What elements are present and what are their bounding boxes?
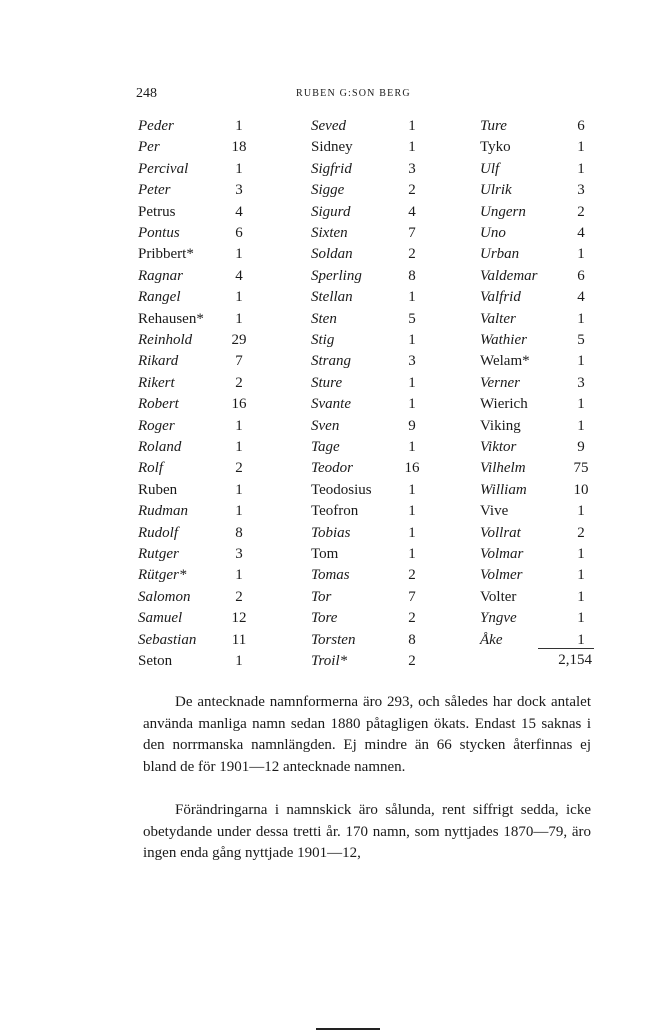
name-cell: Viktor: [480, 439, 517, 455]
running-head: RUBEN G:SON BERG: [296, 88, 411, 99]
name-cell: Volmar: [480, 546, 524, 562]
count-cell: 2: [235, 460, 243, 477]
count-cell: 1: [408, 396, 416, 413]
count-cell: 1: [408, 524, 416, 541]
count-cell: 6: [235, 225, 243, 241]
count-cell: 7: [408, 225, 416, 241]
body-paragraph-2: Förändringarna i namnskick äro sålunda, rent siffrigt sedda, icke obetydande under dessa tretti år. 170 namn, som nyttjades 1870—79, äro ingen enda gång nyttjade 1901—12,: [143, 802, 591, 862]
table-row: [0, 501, 672, 522]
name-cell: Sperling: [311, 267, 362, 284]
name-cell: Roland: [138, 439, 182, 455]
count-cell: 16: [404, 460, 420, 477]
name-cell: Sigge: [311, 182, 345, 199]
name-cell: Torsten: [311, 631, 356, 648]
count-cell: 1: [577, 160, 585, 177]
count-cell: 3: [408, 353, 416, 370]
name-cell: Tore: [311, 610, 338, 627]
count-cell: 1: [235, 310, 243, 327]
table-row: [0, 116, 672, 137]
name-cell: Sigurd: [311, 203, 351, 220]
count-cell: 1: [235, 118, 243, 134]
name-cell: Urban: [480, 246, 520, 263]
name-cell: Rikard: [138, 353, 179, 370]
name-cell: Seton: [138, 653, 173, 669]
table-row: [0, 394, 672, 415]
name-cell: Reinhold: [138, 332, 193, 348]
name-cell: Peder: [138, 118, 174, 134]
table-row: [0, 351, 672, 372]
name-cell: Rutger: [138, 546, 179, 562]
name-cell: Sidney: [311, 139, 353, 156]
count-cell: 1: [577, 610, 585, 627]
table-row: [0, 244, 672, 265]
table-row: [0, 137, 672, 158]
name-cell: Wierich: [480, 396, 528, 413]
name-cell: Valter: [480, 310, 516, 327]
name-cell: Tor: [311, 588, 332, 605]
count-cell: 1: [577, 546, 585, 562]
count-cell: 1: [235, 246, 243, 263]
table-total: 2,154: [558, 652, 592, 668]
name-cell: Ulf: [480, 160, 500, 177]
name-cell: Soldan: [311, 246, 353, 263]
count-cell: 18: [231, 139, 247, 156]
body-paragraph-1: De antecknade namnformerna äro 293, och således har dock antalet använda manliga namn sedan 1880 påtagligen ökats. Endast 15 saknas i den norrmanska namnlängden. Ej mindre än 66 stycken återfinnas ej bland de för 1901—12 antecknade namnen.: [143, 694, 591, 775]
name-cell: Strang: [311, 353, 352, 370]
table-row: [0, 544, 672, 565]
name-cell: Viking: [480, 417, 521, 434]
name-cell: Peter: [138, 182, 171, 199]
name-cell: Ungern: [480, 203, 526, 220]
table-row: [0, 330, 672, 351]
count-cell: 2: [408, 610, 416, 627]
count-cell: 1: [235, 481, 243, 498]
count-cell: 1: [235, 289, 243, 306]
name-cell: Sture: [311, 374, 343, 391]
count-cell: 1: [235, 653, 243, 669]
name-cell: Robert: [138, 396, 179, 413]
name-cell: Ragnar: [138, 267, 183, 284]
name-cell: Åke: [480, 631, 503, 648]
table-row: [0, 287, 672, 308]
count-cell: 1: [235, 503, 243, 520]
name-cell: Rolf: [138, 460, 163, 477]
count-cell: 1: [577, 353, 585, 370]
name-cell: Rikert: [138, 374, 175, 391]
count-cell: 1: [577, 567, 585, 584]
name-cell: William: [480, 481, 527, 498]
table-row: [0, 608, 672, 629]
name-cell: Seved: [311, 118, 346, 134]
count-cell: 1: [577, 139, 585, 156]
count-cell: 7: [408, 588, 416, 605]
count-cell: 6: [577, 267, 585, 284]
sum-rule: [538, 648, 594, 649]
name-cell: Tomas: [311, 567, 350, 584]
count-cell: 12: [231, 610, 247, 627]
table-row: [0, 437, 672, 458]
name-cell: Troil*: [311, 653, 348, 669]
name-cell: Yngve: [480, 610, 517, 627]
table-row: [0, 202, 672, 223]
name-cell: Petrus: [138, 203, 176, 220]
count-cell: 16: [231, 396, 247, 413]
count-cell: 2: [408, 246, 416, 263]
count-cell: 1: [408, 481, 416, 498]
count-cell: 3: [577, 182, 585, 199]
name-cell: Sixten: [311, 225, 348, 241]
name-cell: Roger: [138, 417, 175, 434]
table-row: [0, 180, 672, 201]
table-row: [0, 523, 672, 544]
count-cell: 3: [408, 160, 416, 177]
count-cell: 5: [577, 332, 585, 348]
table-row: [0, 309, 672, 330]
count-cell: 3: [235, 546, 243, 562]
count-cell: 1: [408, 439, 416, 455]
count-cell: 1: [408, 139, 416, 156]
page-number: 248: [136, 86, 157, 101]
count-cell: 4: [577, 289, 585, 306]
count-cell: 1: [577, 588, 585, 605]
name-cell: Teofron: [311, 503, 359, 520]
count-cell: 4: [408, 203, 416, 220]
count-cell: 3: [235, 182, 243, 199]
name-cell: Tyko: [480, 139, 511, 156]
table-row: [0, 480, 672, 501]
count-cell: 8: [235, 524, 243, 541]
table-row: [0, 565, 672, 586]
name-cell: Wathier: [480, 332, 527, 348]
name-cell: Sebastian: [138, 631, 197, 648]
table-row: [0, 458, 672, 479]
count-cell: 1: [408, 374, 416, 391]
name-cell: Tom: [311, 546, 339, 562]
count-cell: 2: [577, 524, 585, 541]
count-cell: 2: [408, 653, 416, 669]
count-cell: 2: [235, 374, 243, 391]
count-cell: 8: [408, 267, 416, 284]
count-cell: 6: [577, 118, 585, 134]
name-cell: Uno: [480, 225, 506, 241]
name-cell: Sven: [311, 417, 340, 434]
name-cell: Rangel: [138, 289, 181, 306]
name-cell: Rudman: [138, 503, 188, 520]
name-cell: Verner: [480, 374, 520, 391]
count-cell: 1: [408, 289, 416, 306]
name-cell: Rütger*: [138, 567, 187, 584]
name-cell: Ulrik: [480, 182, 512, 199]
name-cell: Pontus: [138, 225, 180, 241]
count-cell: 4: [235, 203, 243, 220]
count-cell: 1: [408, 546, 416, 562]
count-cell: 1: [577, 503, 585, 520]
count-cell: 1: [235, 417, 243, 434]
name-cell: Tobias: [311, 524, 351, 541]
count-cell: 1: [235, 567, 243, 584]
name-cell: Salomon: [138, 588, 191, 605]
count-cell: 75: [573, 460, 589, 477]
table-row: [0, 159, 672, 180]
count-cell: 4: [235, 267, 243, 284]
name-cell: Rehausen*: [138, 310, 204, 327]
count-cell: 29: [231, 332, 247, 348]
footer-rule: [316, 1028, 380, 1030]
name-cell: Volter: [480, 588, 517, 605]
name-cell: Welam*: [480, 353, 530, 370]
name-cell: Valfrid: [480, 289, 521, 306]
count-cell: 5: [408, 310, 416, 327]
name-cell: Per: [138, 139, 160, 156]
count-cell: 1: [235, 439, 243, 455]
name-cell: Stellan: [311, 289, 353, 306]
count-cell: 1: [577, 246, 585, 263]
count-cell: 11: [231, 631, 247, 648]
count-cell: 1: [577, 417, 585, 434]
count-cell: 3: [577, 374, 585, 391]
name-cell: Tage: [311, 439, 340, 455]
name-cell: Vilhelm: [480, 460, 526, 477]
name-cell: Rudolf: [138, 524, 178, 541]
table-row: [0, 416, 672, 437]
table-row: [0, 223, 672, 244]
count-cell: 8: [408, 631, 416, 648]
table-row: [0, 266, 672, 287]
table-row: [0, 373, 672, 394]
count-cell: 1: [577, 310, 585, 327]
name-cell: Svante: [311, 396, 351, 413]
name-cell: Vive: [480, 503, 509, 520]
count-cell: 7: [235, 353, 243, 370]
count-cell: 1: [577, 631, 585, 648]
count-cell: 1: [577, 396, 585, 413]
count-cell: 1: [408, 503, 416, 520]
name-cell: Ture: [480, 118, 507, 134]
count-cell: 4: [577, 225, 585, 241]
name-cell: Ruben: [138, 481, 178, 498]
name-cell: Sten: [311, 310, 337, 327]
count-cell: 1: [408, 332, 416, 348]
name-cell: Stig: [311, 332, 335, 348]
name-cell: Teodor: [311, 460, 353, 477]
count-cell: 2: [408, 182, 416, 199]
count-cell: 9: [408, 417, 416, 434]
count-cell: 2: [235, 588, 243, 605]
name-cell: Volmer: [480, 567, 523, 584]
name-cell: Percival: [138, 160, 189, 177]
count-cell: 10: [573, 481, 589, 498]
count-cell: 1: [408, 118, 416, 134]
name-cell: Sigfrid: [311, 160, 352, 177]
count-cell: 1: [235, 160, 243, 177]
name-cell: Valdemar: [480, 267, 538, 284]
count-cell: 2: [577, 203, 585, 220]
table-row: [0, 587, 672, 608]
count-cell: 9: [577, 439, 585, 455]
name-cell: Samuel: [138, 610, 183, 627]
count-cell: 2: [408, 567, 416, 584]
name-cell: Pribbert*: [138, 246, 194, 263]
name-cell: Vollrat: [480, 524, 521, 541]
name-cell: Teodosius: [311, 481, 372, 498]
